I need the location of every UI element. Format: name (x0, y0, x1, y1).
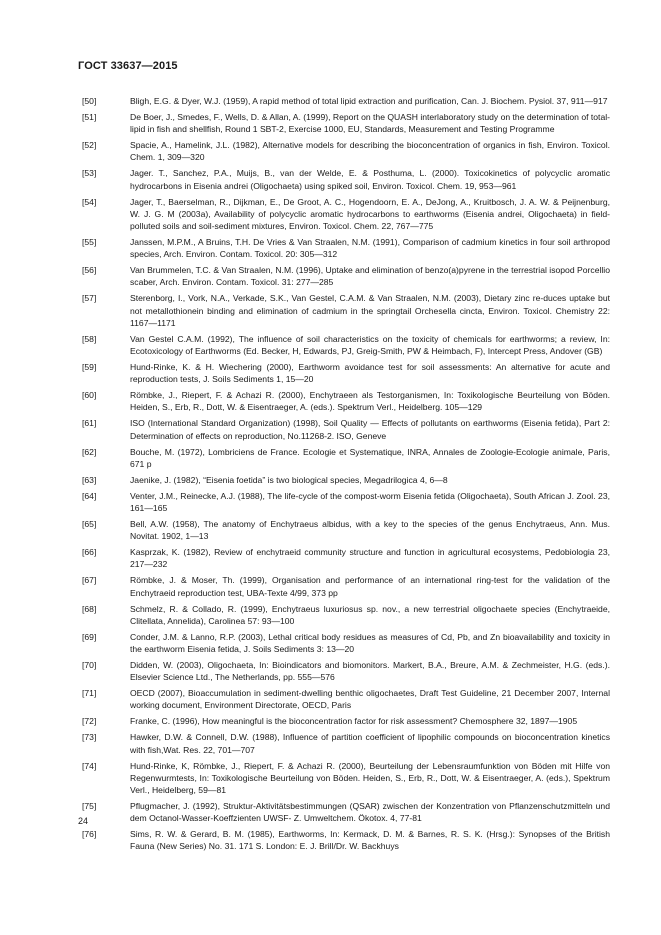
reference-item (78, 715, 610, 727)
reference-item (78, 236, 610, 260)
reference-item (78, 111, 610, 135)
reference-text: Jager. T., Sanchez, P.A., Muijs, B., van der Welde, E. & Posthuma, L. (2000). Toxicokinetics of polycyclic aromatic hydrocarbons in Eisenia andrei (Oligochaeta) using spiked soil, Environ. Toxicol. Chem. 19, 953—961 (130, 168, 610, 191)
reference-item (78, 800, 610, 824)
reference-text: Janssen, M.P.M., A Bruins, T.H. De Vries & Van Straalen, N.M. (1991), Comparison of cadmium kinetics in four soil arthropod species, Arch. Environ. Contam. Toxicol. 20: 305—312 (130, 237, 610, 260)
reference-item (78, 731, 610, 755)
reference-item (78, 333, 610, 357)
reference-number: [62] (82, 446, 97, 457)
reference-item (78, 546, 610, 570)
reference-number: [76] (82, 829, 97, 840)
reference-item (78, 631, 610, 655)
reference-number: [61] (82, 418, 97, 429)
reference-item (78, 389, 610, 413)
standard-header: ГОСТ 33637—2015 (78, 60, 178, 72)
reference-item (78, 95, 610, 107)
reference-text: Venter, J.M., Reinecke, A.J. (1988), The life-cycle of the compost-worm Eisenia fetida (Oligochaeta), South African J. Zool. 23, 161—165 (130, 490, 610, 514)
reference-item (78, 518, 610, 542)
reference-number: [68] (82, 603, 97, 614)
reference-text: Hund-Rinke, K, Römbke, J., Riepert, F. & Achazi R. (2000), Beurteilung der Lebensraumfunktion von Böden mit Hilfe von Regenwurmtests, In: Toxikologische Beurteilung von Böden. Heiden, S., Erb, R., Dott, W. & Eisentraeger, A. (eds.), Spektrum Verl., Heidelberg, 59—81 (130, 760, 610, 796)
reference-text: Kasprzak, K. (1982), Review of enchytraeid community structure and function in agricultural ecosystems, Pedobiologia 23, 217—232 (130, 547, 610, 570)
reference-number: [55] (82, 237, 97, 248)
reference-item (78, 574, 610, 598)
reference-text: OECD (2007), Bioaccumulation in sediment-dwelling benthic oligochaetes, Draft Test Guideline, 21 December 2007, Internal working document, Environment Directorate, OECD, Paris (130, 688, 610, 711)
reference-text: Van Gestel C.A.M. (1992), The influence of soil characteristics on the toxicity of chemicals for earthworms; a review, In: Ecotoxicology of Earthworms (Ed. Becker, H, Edwards, PJ, Greig-Smith, PW & Heimbach, F), Intercept Press, Andover (GB) (130, 333, 610, 357)
reference-text: Franke, C. (1996), How meaningful is the bioconcentration factor for risk assessment? Chemosphere 32, 1897—1905 (130, 716, 578, 727)
reference-item (78, 490, 610, 514)
reference-number: [71] (82, 688, 97, 699)
reference-text: Didden, W. (2003), Oligochaeta, In: Bioindicators and biomonitors. Markert, B.A., Breure, A.M. & Zechmeister, H.G. (eds.). Elsevier Science Ltd., The Netherlands, pp. 555—576 (130, 660, 610, 683)
reference-number: [69] (82, 631, 97, 642)
reference-text: Hawker, D.W. & Connell, D.W. (1988), Influence of partition coefficient of lipophilic compounds on bioconcentration kinetics with fish,Wat. Res. 22, 701—707 (130, 732, 610, 755)
reference-text: Schmelz, R. & Collado, R. (1999), Enchytraeus luxuriosus sp. nov., a new terrestrial oligochaete species (Enchytraeide, Clitellata, Annelida), Carolinea 57: 93—100 (130, 603, 610, 626)
reference-number: [58] (82, 333, 97, 344)
reference-number: [56] (82, 265, 97, 276)
reference-number: [51] (82, 112, 97, 122)
reference-text: Van Brummelen, T.C. & Van Straalen, N.M. (1996), Uptake and elimination of benzo(a)pyrene in the terrestrial isopod Porcellio scaber, Arch. Environ. Contam. Toxicol. 31: 277—285 (130, 265, 610, 288)
reference-text: Jager, T., Baerselman, R., Dijkman, E., De Groot, A. C., Hogendoorn, E. A., DeJong, A., Kruitbosch, J. A. W. & Peijnenburg, W. J. G. M (2003a), Availability of polycyclic aromatic hydrocarbons to earthworms (Eisenia andrei, Oligochaeta) in field-polluted soils and soil-sediment mixtures, Environ. Toxicol. Chem. 22, 767—775 (130, 196, 610, 232)
reference-item (78, 196, 610, 233)
reference-number: [75] (82, 801, 97, 812)
reference-text: Spacie, A., Hamelink, J.L. (1982), Alternative models for describing the bioconcentration of organics in fish, Environ. Toxicol. Chem. 1, 309—320 (130, 140, 610, 163)
reference-number: [52] (82, 140, 97, 151)
reference-number: [64] (82, 490, 97, 501)
reference-item (78, 167, 610, 191)
reference-item (78, 760, 610, 797)
reference-item (78, 446, 610, 470)
page-number: 24 (78, 816, 89, 826)
reference-number: [67] (82, 575, 97, 586)
reference-list (78, 95, 610, 856)
reference-item (78, 659, 610, 683)
reference-item (78, 292, 610, 329)
reference-item (78, 474, 610, 486)
reference-text: Sterenborg, I., Vork, N.A., Verkade, S.K., Van Gestel, C.A.M. & Van Straalen, N.M. (2003), Dietary zinc re-duces uptake but not metallothionein binding and elimination of cadmium in the springtail Orchesella cincta, Environ. Toxicol. Chemistry 22: 1167—1171 (130, 293, 610, 328)
reference-number: [50] (82, 96, 97, 106)
reference-item (78, 139, 610, 163)
reference-text: Römbke, J., Riepert, F. & Achazi R. (2000), Enchytraeen als Testorganismen, In: Toxikologische Beurteilung von Böden. Heiden, S., Erb, R., Dott, W. & Eisentraeger, A. (eds.). Spektrum Verl., Heidelberg. 105—129 (130, 390, 610, 413)
reference-number: [66] (82, 547, 97, 558)
reference-item (78, 603, 610, 627)
reference-text: Jaenike, J. (1982), “Eisenia foetida” is two biological species, Megadrilogica 4, 6—8 (130, 474, 448, 485)
reference-text: Conder, J.M. & Lanno, R.P. (2003), Lethal critical body residues as measures of Cd, Pb, and Zn bioavailability and toxicity in the earthworm Eisenia fetida, J. Soils Sediments 3: 13—20 (130, 631, 610, 655)
reference-number: [53] (82, 168, 97, 179)
reference-text: Sims, R. W. & Gerard, B. M. (1985), Earthworms, In: Kermack, D. M. & Barnes, R. S. K. (Hrsg.): Synopses of the British Fauna (New Series) No. 31. 171 S. London: E. J. Brill/Dr. W. Backhuys (130, 829, 610, 852)
reference-number: [72] (82, 716, 97, 727)
reference-text: ISO (International Standard Organization) (1998), Soil Quality — Effects of pollutants on earthworms (Eisenia fetida), Part 2: Determination of effects on reproduction, No.11268-2. ISO, Geneve (130, 418, 610, 441)
reference-item (78, 264, 610, 288)
reference-text: De Boer, J., Smedes, F., Wells, D. & Allan, A. (1999), Report on the QUASH interlaboratory study on the determination of total-lipid in fish and shellfish, Round 1 SBT-2, Exercise 1000, EU, Standards, Measurement and Testing Programme (130, 112, 610, 135)
reference-number: [59] (82, 362, 97, 373)
reference-text: Römbke, J. & Moser, Th. (1999), Organisation and performance of an international ring-test for the validation of the Enchytraeid reproduction test, UBA-Texte 4/99, 373 pp (130, 575, 610, 598)
reference-number: [60] (82, 390, 97, 401)
reference-text: Bouche, M. (1972), Lombriciens de France. Ecologie et Systematique, INRA, Annales de Zoologie-Ecologie animale, Paris, 671 p (130, 446, 610, 469)
reference-number: [57] (82, 293, 97, 304)
reference-text: Hund-Rinke, K. & H. Wiechering (2000), Earthworm avoidance test for soil assessments: An alternative for acute and reproduction tests, J. Soils Sediments 1, 15—20 (130, 362, 610, 385)
reference-item (78, 828, 610, 852)
reference-number: [73] (82, 732, 97, 743)
reference-item (78, 361, 610, 385)
reference-text: Bell, A.W. (1958), The anatomy of Enchytraeus albidus, with a key to the species of the genus Enchytraeus, Ann. Mus. Novitat. 1902, 1—13 (130, 519, 610, 542)
reference-item (78, 687, 610, 711)
reference-number: [74] (82, 760, 97, 771)
reference-number: [70] (82, 660, 97, 671)
reference-text: Bligh, E.G. & Dyer, W.J. (1959), A rapid method of total lipid extraction and purification, Can. J. Biochem. Pysiol. 37, 911—917 (130, 96, 608, 106)
reference-item (78, 417, 610, 441)
reference-number: [54] (82, 196, 97, 207)
reference-text: Pflugmacher, J. (1992), Struktur-Aktivitätsbestimmungen (QSAR) zwischen der Konzentration von Pflanzenschutzmitteln und dem Octanol-Wasser-Koeffzienten UWSF- Z. Umweltchem. Ökotox. 4, 77-81 (130, 801, 610, 824)
reference-number: [63] (82, 474, 97, 485)
reference-number: [65] (82, 519, 97, 530)
